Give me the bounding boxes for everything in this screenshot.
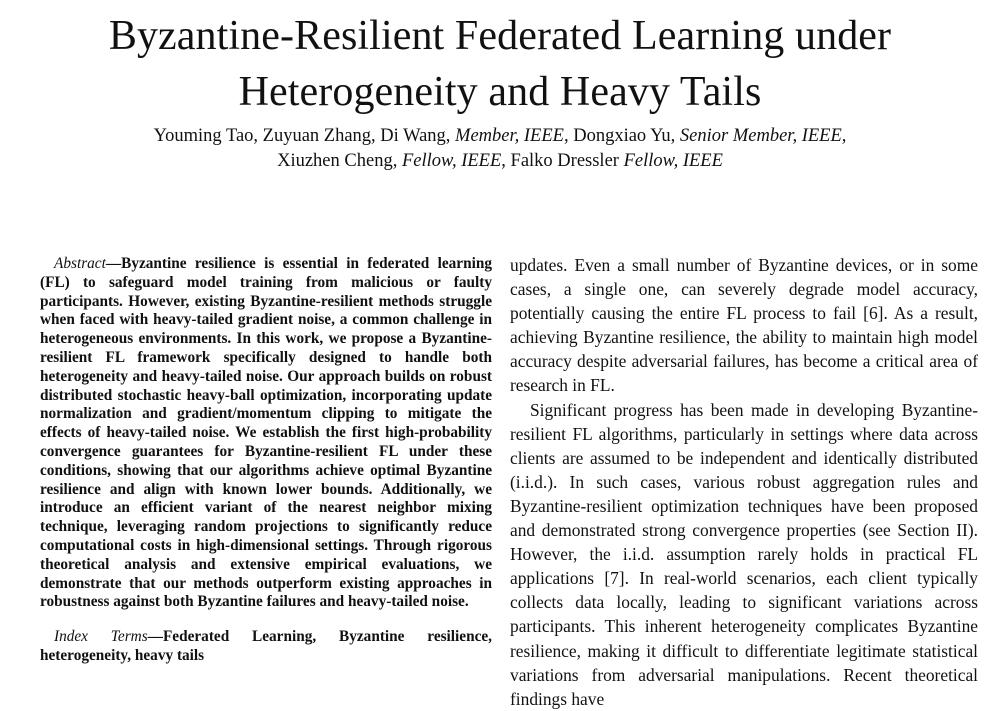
title-line-1: Byzantine-Resilient Federated Learning under xyxy=(108,13,892,59)
authors-line-2: Xiuzhen Cheng, Fellow, IEEE, Falko Dressler Fellow, IEEE xyxy=(277,151,723,171)
index-terms-text: —Federated Learning, Byzantine resilience, heterogeneity, heavy tails xyxy=(40,628,493,664)
abstract-section xyxy=(40,255,492,666)
title-line-2: Heterogeneity and Heavy Tails xyxy=(238,69,762,115)
abstract-label: Abstract xyxy=(54,255,106,272)
index-terms-paragraph xyxy=(40,628,492,666)
abstract-text: —Byzantine resilience is essential in federated learning (FL) to safeguard model training from malicious or faulty participants. However, existing Byzantine-resilient methods struggle when faced with heavy-tailed gradient noise, a common challenge in heterogeneous environments. In this work, we propose a Byzantine-resilient FL framework specifically designed to handle both heterogeneity and heavy-tailed noise. Our approach builds on robust distributed stochastic heavy-ball optimization, incorporating update normalization and gradient/momentum clipping to mitigate the effects of heavy-tailed noise. We establish the first high-probability convergence guarantees for Byzantine-resilient FL under these conditions, showing that our algorithms achieve optimal Byzantine resilience and align with known lower bounds. Additionally, we introduce an efficient variant of the nearest neighbor mixing technique, leveraging random projections to significantly reduce computational costs in high-dimensional settings. Through rigorous theoretical analysis and extensive empirical evaluations, we demonstrate that our methods outperform existing approaches in robustness against both Byzantine failures and heavy-tailed noise. xyxy=(40,255,492,611)
body-paragraph-2: Significant progress has been made in developing Byzantine-resilient FL algorithms, particularly in settings where data across clients are assumed to be independent and identically distributed (i.i.d.). In such cases, various robust aggregation rules and Byzantine-resilient optimization techniques have been proposed and demonstrated strong convergence properties (see Section II). However, the i.i.d. assumption rarely holds in practical FL applications [7]. In real-world scenarios, each client typically collects data locally, leading to significant variations across participants. This inherent heterogeneity complicates Byzantine resilience, making it difficult to differentiate legitimate statistical variations from adversarial manipulations. Recent theoretical findings have xyxy=(510,399,978,709)
body-column-right xyxy=(510,253,978,711)
index-terms-label: Index Terms xyxy=(54,628,148,646)
body-paragraph-1: updates. Even a small number of Byzantine devices, or in some cases, a single one, can severely degrade model accuracy, potentially causing the entire FL process to fail [6]. As a result, achieving Byzantine resilience, the ability to maintain high model accuracy despite adversarial failures, has become a critical area of research in FL. xyxy=(510,255,978,396)
paper-title xyxy=(20,8,980,120)
abstract-paragraph xyxy=(40,255,492,612)
author-list xyxy=(20,124,980,174)
authors-line-1: Youming Tao, Zuyuan Zhang, Di Wang, Member, IEEE, Dongxiao Yu, Senior Member, IEEE, xyxy=(153,126,847,146)
